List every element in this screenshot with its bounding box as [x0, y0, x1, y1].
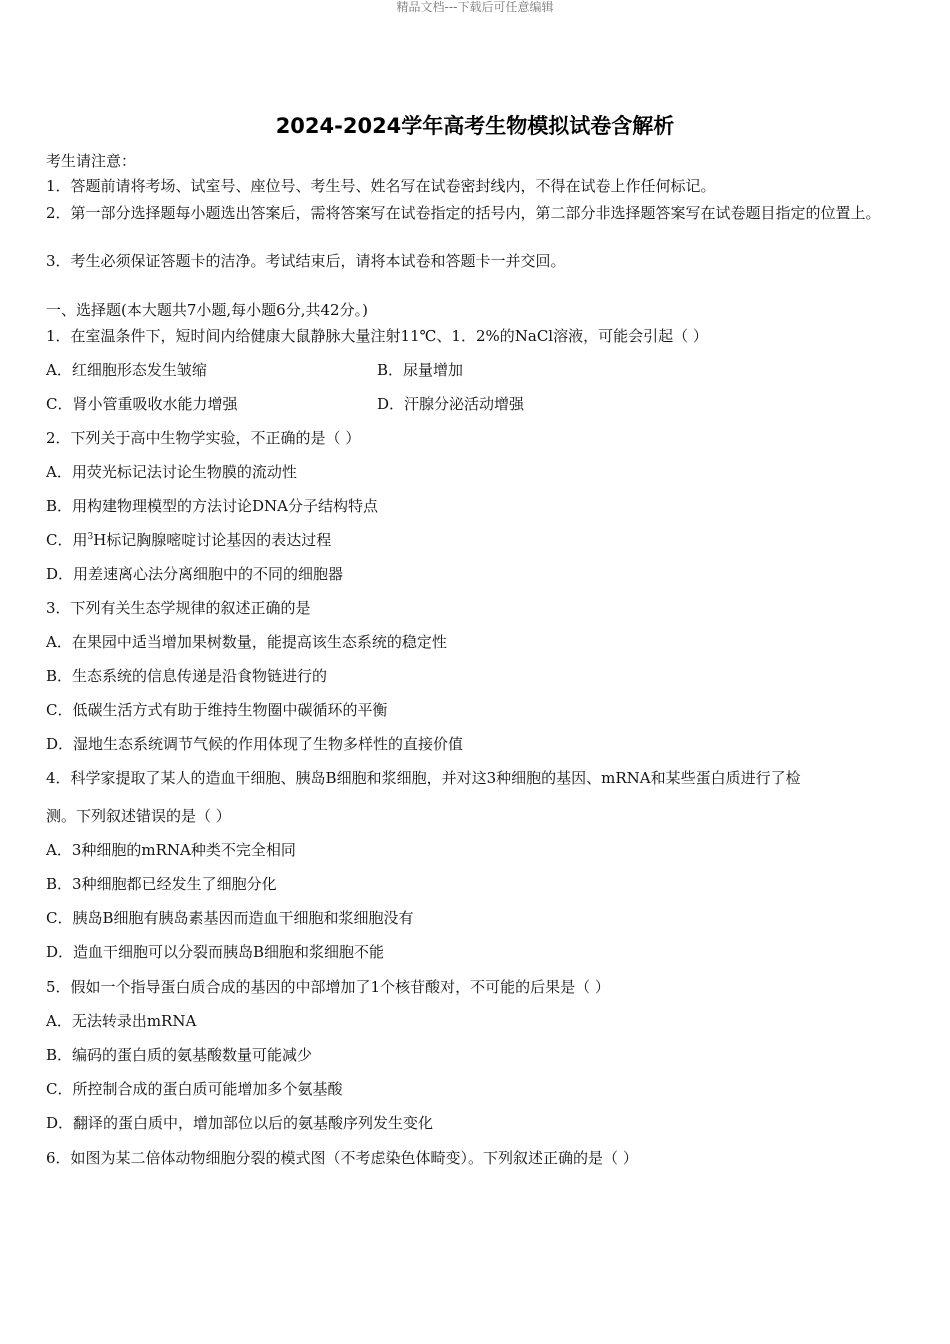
question-1-stem: 1．在室温条件下，短时间内给健康大鼠静脉大量注射11℃、1．2%的NaCl溶液，可能会引起（ ） — [46, 327, 708, 345]
question-1-option-d: D．汗腺分泌活动增强 — [377, 395, 525, 413]
question-3-stem: 3．下列有关生态学规律的叙述正确的是 — [46, 599, 311, 617]
question-3-option-b: B．生态系统的信息传递是沿食物链进行的 — [46, 667, 328, 685]
question-2-option-d: D．用差速离心法分离细胞中的不同的细胞器 — [46, 565, 344, 583]
question-4-option-b: B．3种细胞都已经发生了细胞分化 — [46, 875, 277, 893]
question-4-option-d: D．造血干细胞可以分裂而胰岛B细胞和浆细胞不能 — [46, 943, 385, 961]
page-title: 2024-2024学年高考生物模拟试卷含解析 — [275, 114, 675, 138]
question-3-option-d: D．湿地生态系统调节气候的作用体现了生物多样性的直接价值 — [46, 735, 464, 753]
option-c-prefix: C．用 — [46, 531, 88, 549]
question-5-option-b: B．编码的蛋白质的氨基酸数量可能减少 — [46, 1046, 313, 1064]
option-c-rest: H标记胸腺嘧啶讨论基因的表达过程 — [93, 531, 332, 549]
question-1-option-b: B．尿量增加 — [377, 361, 464, 379]
question-4-stem-line-2: 测。下列叙述错误的是（ ） — [46, 807, 231, 825]
section-heading: 一、选择题(本大题共7小题,每小题6分,共42分。) — [46, 301, 368, 319]
notice-header: 考生请注意： — [46, 152, 137, 170]
question-5-option-a: A．无法转录出mRNA — [46, 1012, 197, 1030]
question-6-stem: 6．如图为某二倍体动物细胞分裂的模式图（不考虑染色体畸变）。下列叙述正确的是（ ） — [46, 1149, 638, 1167]
question-2-option-a: A．用荧光标记法讨论生物膜的流动性 — [46, 463, 297, 481]
notice-item-3: 3．考生必须保证答题卡的洁净。考试结束后，请将本试卷和答题卡一并交回。 — [46, 252, 566, 270]
question-3-option-a: A．在果园中适当增加果树数量，能提高该生态系统的稳定性 — [46, 633, 447, 651]
question-2-option-b: B．用构建物理模型的方法讨论DNA分子结构特点 — [46, 497, 379, 515]
question-3-option-c: C．低碳生活方式有助于维持生物圈中碳循环的平衡 — [46, 701, 388, 719]
notice-item-1: 1．答题前请将考场、试室号、座位号、考生号、姓名写在试卷密封线内，不得在试卷上作任何标记。 — [46, 177, 716, 195]
question-4-option-a: A．3种细胞的mRNA种类不完全相同 — [46, 841, 296, 859]
question-2-stem: 2．下列关于高中生物学实验，不正确的是（ ） — [46, 429, 361, 447]
question-5-stem: 5．假如一个指导蛋白质合成的基因的中部增加了1个核苷酸对，不可能的后果是（ ） — [46, 978, 610, 996]
question-4-stem-line-1: 4．科学家提取了某人的造血干细胞、胰岛B细胞和浆细胞，并对这3种细胞的基因、mRNA和某些蛋白质进行了检 — [46, 769, 801, 787]
question-5-option-c: C．所控制合成的蛋白质可能增加多个氨基酸 — [46, 1080, 343, 1098]
isotope-superscript: 3 — [87, 532, 94, 542]
page-watermark: 精品文档---下载后可任意编辑 — [396, 0, 554, 14]
question-4-option-c: C．胰岛B细胞有胰岛素基因而造血干细胞和浆细胞没有 — [46, 909, 414, 927]
question-1-option-a: A．红细胞形态发生皱缩 — [46, 361, 207, 379]
notice-item-2: 2．第一部分选择题每小题选出答案后，需将答案写在试卷指定的括号内，第二部分非选择题答案写在试卷题目指定的位置上。 — [46, 204, 881, 222]
question-5-option-d: D．翻译的蛋白质中，增加部位以后的氨基酸序列发生变化 — [46, 1114, 434, 1132]
question-2-option-c — [46, 530, 331, 550]
question-1-option-c: C．肾小管重吸收水能力增强 — [46, 395, 238, 413]
